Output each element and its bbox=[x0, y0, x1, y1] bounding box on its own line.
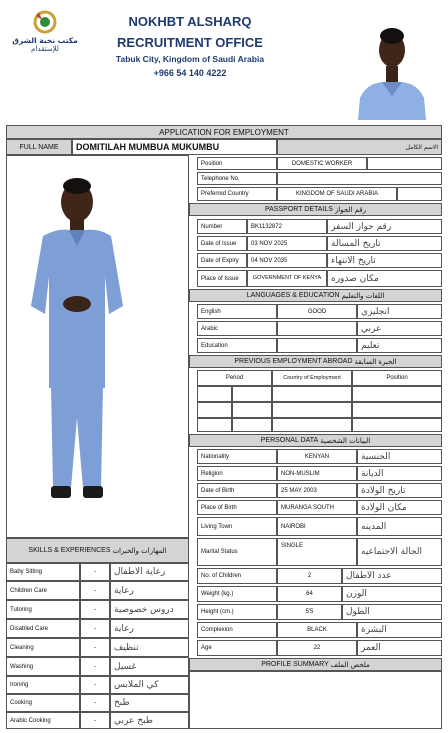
employment-row bbox=[232, 386, 272, 402]
skill-label: Cleaning bbox=[6, 638, 80, 657]
issue-date-value: 03 NOV 2025 bbox=[247, 236, 327, 251]
religion-arabic: الديانة bbox=[357, 466, 442, 481]
skill-label: Children Care bbox=[6, 581, 80, 600]
english-arabic: انجليزي bbox=[357, 304, 442, 319]
skill-label: Cooking bbox=[6, 694, 80, 712]
issue-place-arabic: مكان صدوره bbox=[327, 270, 442, 287]
period-column-header: Period bbox=[197, 370, 272, 386]
employment-row bbox=[232, 418, 272, 432]
skill-label: Baby Sitting bbox=[6, 563, 80, 581]
skill-value: - bbox=[80, 581, 110, 600]
skill-label: Washing bbox=[6, 657, 80, 676]
living-town-arabic: المدينه bbox=[357, 517, 442, 536]
complexion-arabic: البشرة bbox=[357, 622, 442, 638]
telephone-value bbox=[277, 172, 442, 185]
nationality-value: KENYAN bbox=[277, 449, 357, 464]
passport-header: PASSPORT DETAILS رقم الجواز bbox=[189, 203, 442, 216]
skill-arabic: طبخ عربي bbox=[110, 712, 189, 729]
employment-row bbox=[272, 402, 352, 418]
headshot-photo bbox=[352, 12, 432, 120]
weight-label: Weight (kg.) bbox=[197, 586, 277, 602]
marital-status-arabic: الحالة الاجتماعيه bbox=[357, 538, 442, 566]
arabic-arabic: عربي bbox=[357, 321, 442, 336]
nationality-arabic: الجنسية bbox=[357, 449, 442, 464]
skills-header: SKILLS & EXPERIENCES المهارات والخبرات bbox=[6, 538, 189, 563]
employment-row bbox=[352, 386, 442, 402]
religion-value: NON-MUSLIM bbox=[277, 466, 357, 481]
issue-place-label: Place of Issue bbox=[197, 270, 247, 287]
skill-arabic: دروس خصوصية bbox=[110, 600, 189, 619]
employment-row bbox=[197, 386, 232, 402]
children-value: 2 bbox=[277, 568, 342, 584]
skill-value: - bbox=[80, 712, 110, 729]
height-label: Height (cm.) bbox=[197, 604, 277, 620]
skill-arabic: رعاية bbox=[110, 581, 189, 600]
education-value bbox=[277, 338, 357, 353]
skill-value: - bbox=[80, 638, 110, 657]
country-extra bbox=[397, 187, 442, 201]
profile-summary-body bbox=[189, 671, 442, 729]
height-arabic: الطول bbox=[342, 604, 442, 620]
employment-row bbox=[232, 402, 272, 418]
arabic-label: Arabic bbox=[197, 321, 277, 336]
country-column-header: Country of Employment bbox=[272, 370, 352, 386]
arabic-value bbox=[277, 321, 357, 336]
issue-date-label: Date of Issue bbox=[197, 236, 247, 251]
age-label: Age bbox=[197, 640, 277, 656]
employment-row bbox=[272, 386, 352, 402]
children-arabic: عدد الاطفال bbox=[342, 568, 442, 584]
dob-label: Date of Birth bbox=[197, 483, 277, 498]
birthplace-label: Place of Birth bbox=[197, 500, 277, 515]
position-column-header: Position bbox=[352, 370, 442, 386]
nationality-label: Nationality bbox=[197, 449, 277, 464]
education-arabic: تعليم bbox=[357, 338, 442, 353]
issue-place-value: GOVERNMENT OF KENYA bbox=[247, 270, 327, 287]
office-title: RECRUITMENT OFFICE bbox=[117, 35, 263, 50]
skill-arabic: تنظيف bbox=[110, 638, 189, 657]
company-name: NOKHBT ALSHARQ bbox=[128, 14, 252, 29]
expiry-date-label: Date of Expiry bbox=[197, 253, 247, 268]
dob-value: 25 MAY 2003 bbox=[277, 483, 357, 498]
employment-row bbox=[352, 402, 442, 418]
position-label: Position bbox=[197, 157, 277, 170]
skill-label: Ironing bbox=[6, 676, 80, 694]
employment-row bbox=[272, 418, 352, 432]
living-town-label: Living Town bbox=[197, 517, 277, 536]
marital-status-value: SINGLE bbox=[277, 538, 357, 566]
complexion-label: Complexion bbox=[197, 622, 277, 638]
passport-number-arabic: رقم جواز السفر bbox=[327, 219, 442, 234]
form-title: APPLICATION FOR EMPLOYMENT bbox=[6, 125, 442, 139]
birthplace-arabic: مكان الولادة bbox=[357, 500, 442, 515]
weight-arabic: الوزن bbox=[342, 586, 442, 602]
skill-value: - bbox=[80, 600, 110, 619]
age-arabic: العمر bbox=[357, 640, 442, 656]
previous-employment-header: PREVIOUS EMPLOYMENT ABROAD الخبرة السابقة bbox=[189, 355, 442, 368]
weight-value: 64 bbox=[277, 586, 342, 602]
full-name-value: DOMITILAH MUMBUA MUKUMBU bbox=[72, 139, 277, 155]
logo-arabic-line1: مكتب نخبة الشرق bbox=[12, 36, 78, 45]
position-extra bbox=[367, 157, 442, 170]
skill-arabic: رعاية الاطفال bbox=[110, 563, 189, 581]
skill-arabic: رعاية bbox=[110, 619, 189, 638]
passport-number-value: BK1132872 bbox=[247, 219, 327, 234]
marital-status-label: Marital Status bbox=[197, 538, 277, 566]
issue-date-arabic: تاريخ المسالة bbox=[327, 236, 442, 251]
education-label: Education bbox=[197, 338, 277, 353]
skill-arabic: طبخ bbox=[110, 694, 189, 712]
skill-value: - bbox=[80, 619, 110, 638]
complexion-value: BLACK bbox=[277, 622, 357, 638]
company-address: Tabuk City, Kingdom of Saudi Arabia bbox=[115, 54, 265, 64]
age-value: 22 bbox=[277, 640, 357, 656]
position-value: DOMESTIC WORKER bbox=[277, 157, 367, 170]
employment-row bbox=[197, 402, 232, 418]
skill-value: - bbox=[80, 694, 110, 712]
skill-value: - bbox=[80, 676, 110, 694]
languages-header: LANGUAGES & EDUCATION اللغات والتعليم bbox=[189, 289, 442, 302]
dob-arabic: تاريخ الولادة bbox=[357, 483, 442, 498]
logo-emblem-icon bbox=[9, 10, 81, 36]
expiry-date-arabic: تاريخ الانتهاء bbox=[327, 253, 442, 268]
living-town-value: NAIROBI bbox=[277, 517, 357, 536]
personal-data-header: PERSONAL DATA البيانات الشخصية bbox=[189, 434, 442, 447]
country-label: Preferred Country bbox=[197, 187, 277, 201]
passport-number-label: Number bbox=[197, 219, 247, 234]
expiry-date-value: 04 NOV 2035 bbox=[247, 253, 327, 268]
company-logo bbox=[9, 10, 81, 54]
country-value: KINGDOM OF SAUDI ARABIA bbox=[277, 187, 397, 201]
company-phone: +966 54 140 4222 bbox=[153, 68, 227, 78]
full-name-arabic: الاسم الكامل bbox=[277, 139, 442, 155]
skill-arabic: كي الملابس bbox=[110, 676, 189, 694]
english-value: GOOD bbox=[277, 304, 357, 319]
telephone-label: Telephone No. bbox=[197, 172, 277, 185]
children-label: No. of Children bbox=[197, 568, 277, 584]
religion-label: Religion bbox=[197, 466, 277, 481]
skill-label: Tutoring bbox=[6, 600, 80, 619]
full-name-label: FULL NAME bbox=[6, 139, 72, 155]
english-label: English bbox=[197, 304, 277, 319]
skill-value: - bbox=[80, 657, 110, 676]
birthplace-value: MURANGA SOUTH bbox=[277, 500, 357, 515]
skill-label: Arabic Cooking bbox=[6, 712, 80, 729]
logo-arabic-line2: للإستقدام bbox=[31, 45, 59, 53]
height-value: 5'5 bbox=[277, 604, 342, 620]
full-body-photo bbox=[6, 155, 189, 538]
skill-label: Disabled Care bbox=[6, 619, 80, 638]
skill-value: - bbox=[80, 563, 110, 581]
employment-row bbox=[352, 418, 442, 432]
profile-summary-header: PROFILE SUMMARY ملخص الملف bbox=[189, 658, 442, 671]
employment-row bbox=[197, 418, 232, 432]
skill-arabic: غسيل bbox=[110, 657, 189, 676]
